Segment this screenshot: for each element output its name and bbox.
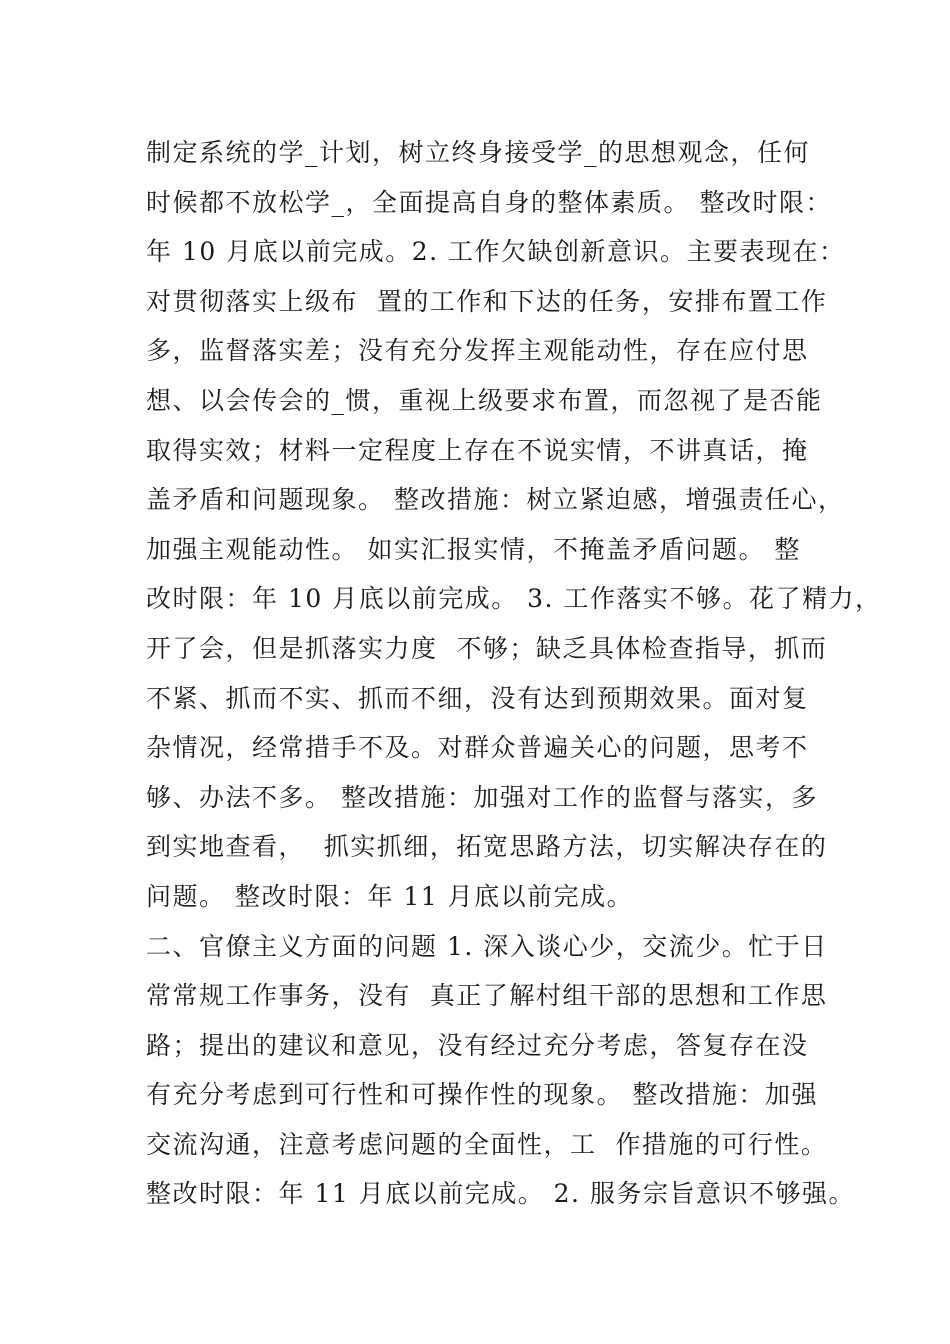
text-line-9: 加强主观能动性。 如实汇报实情，不掩盖矛盾问题。 整 (146, 534, 801, 564)
text-line-17: 二、官僚主义方面的问题 1. 深入谈心少，交流少。忙于日 (146, 931, 828, 961)
text-line-6: 想、以会传会的_惯，重视上级要求布置，而忽视了是否能 (146, 385, 823, 415)
text-line-16: 问题。 整改时限：年 11 月底以前完成。 (146, 881, 634, 911)
text-line-10: 改时限：年 10 月底以前完成。 3. 工作落实不够。花了精力， (146, 584, 882, 614)
text-line-15: 到实地查看， 抓实抓细，拓宽思路方法，切实解决存在的 (146, 832, 828, 862)
text-line-8: 盖矛盾和问题现象。 整改措施：树立紧迫感，增强责任心， (146, 485, 845, 515)
document-body (146, 128, 882, 1219)
text-line-5: 多，监督落实差；没有充分发挥主观能动性，存在应付思 (146, 336, 809, 366)
text-line-7: 取得实效；材料一定程度上存在不说实情，不讲真话，掩 (146, 435, 809, 465)
text-line-14: 够、办法不多。 整改措施：加强对工作的监督与落实，多 (146, 782, 818, 812)
text-line-11: 开了会，但是抓落实力度 不够；缺乏具体检查指导，抓而 (146, 633, 828, 663)
text-line-2: 时候都不放松学_，全面提高自身的整体素质。 整改时限： (146, 187, 832, 217)
text-line-12: 不紧、抓而不实、抓而不细，没有达到预期效果。面对复 (146, 683, 809, 713)
text-line-4: 对贯彻落实上级布 置的工作和下达的任务，安排布置工作 (146, 286, 828, 316)
text-line-21: 交流沟通，注意考虑问题的全面性，工 作措施的可行性。 (146, 1129, 828, 1159)
text-line-20: 有充分考虑到可行性和可操作性的现象。 整改措施：加强 (146, 1080, 818, 1110)
text-line-19: 路；提出的建议和意见，没有经过充分考虑，答复存在没 (146, 1030, 809, 1060)
text-line-1: 制定系统的学_计划，树立终身接受学_的思想观念，任何 (146, 138, 811, 167)
text-line-3: 年 10 月底以前完成。2. 工作欠缺创新意识。主要表现在： (146, 237, 846, 267)
text-line-13: 杂情况，经常措手不及。对群众普遍关心的问题，思考不 (146, 733, 809, 763)
text-line-18: 常常规工作事务，没有 真正了解村组干部的思想和工作思 (146, 981, 828, 1011)
text-line-22: 整改时限：年 11 月底以前完成。 2. 服务宗旨意识不够强。 (146, 1179, 855, 1209)
